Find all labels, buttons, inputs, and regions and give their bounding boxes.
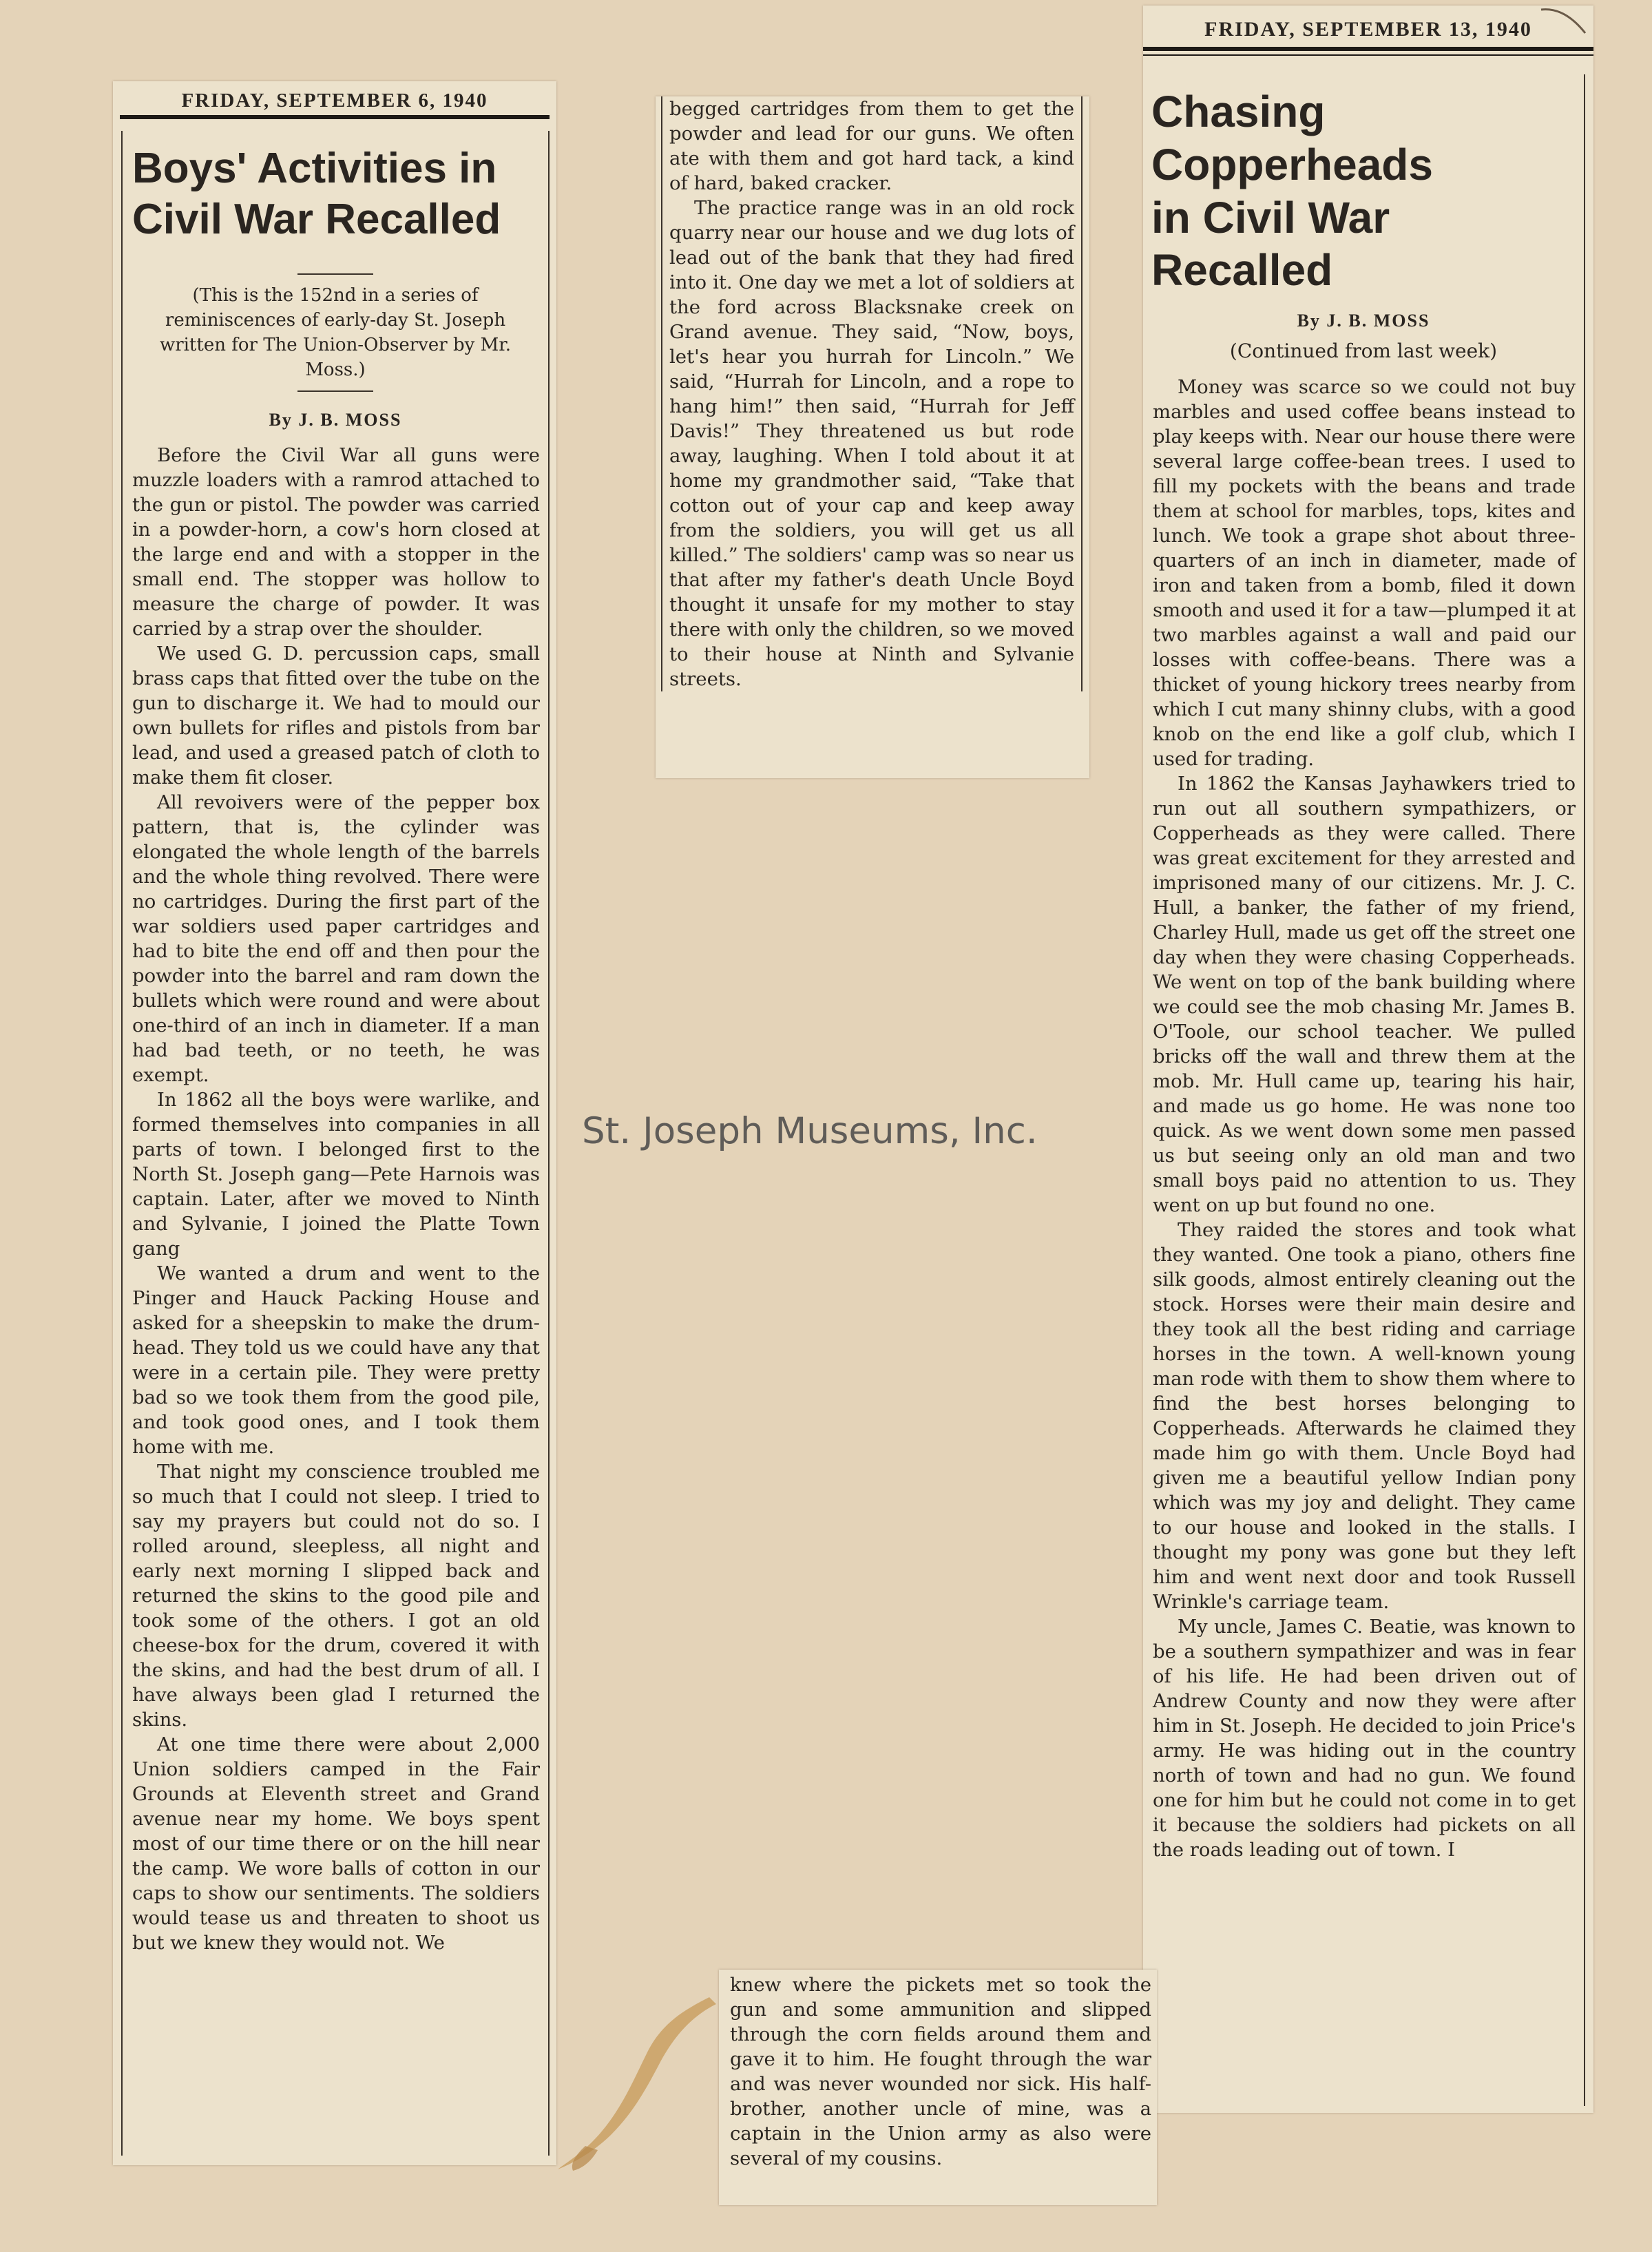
paragraph: In 1862 all the boys were warlike, and formed themselves into companies in all parts of town. I belonged first to the North St. Joseph gang—Pete Harnois was captain. Later, after we moved to Ninth and Sylvanie, I joined the Platte Town gang: [132, 1088, 540, 1260]
rule: [1143, 54, 1593, 56]
paragraph: The practice range was in an old rock quarry near our house and we dug lots of lead out of the bank that they had fired into it. One day we met a lot of soldiers at the ford across Blacksnake creek on Grand avenue. They said, “Now, boys, let's hear you hurrah for Lincoln.” We said, “Hurrah for Lincoln, and a rope to hang him!” then said, “Hurrah for Jeff Davis!” They threatened us but rode away, laughing. When I told about it at home my grandmother said, “Take that cotton out of your cap and keep away from the soldiers, you will get us all killed.” The soldiers' camp was so near us that after my father's death Uncle Boyd thought it unsafe for my mother to stay there with only the children, so we moved to their house at Ninth and Sylvanie streets.: [669, 197, 1074, 690]
dateline: FRIDAY, SEPTEMBER 6, 1940: [181, 90, 488, 112]
paragraph: Before the Civil War all guns were muzzle loaders with a ramrod attached to the gun or pistol. The powder was carried in a powder-horn, a cow's horn closed at the large end and with a stopper in the small end. The stopper was hollow to measure the charge of powder. It was carried by a strap over the shoulder.: [132, 444, 540, 640]
article-body: [1143, 375, 1584, 1862]
paragraph: They raided the stores and took what they wanted. One took a piano, others fine silk goods, almost entirely cleaning out the stock. Horses were their main desire and they took all the best riding and carriage horses in the town. A well-known young man rode with them to show them where to find the best horses belonging to Copperheads. Afterwards he claimed they made him go with them. Uncle Boyd had given me a beautiful yellow Indian pony which was my joy and delight. They came to our house and looked in the stalls. I thought my pony was gone but they left him and went next door and took Russell Wrinkle's carriage team.: [1153, 1219, 1576, 1614]
paragraph: In 1862 the Kansas Jayhawkers tried to run out all southern sympathizers, or Copperheads as they were called. There was great excitement for they arrested and imprisoned many of our citizens. Mr. J. C. Hull, a banker, the father of my friend, Charley Hull, made us get off the street one day when they were chasing Copperheads. We went on top of the bank building where we could see the mob chasing Mr. James B. O'Toole, our school teacher. We pulled bricks off the wall and threw them at the mob. Mr. Hull came up, tearing his hair, and made us go home. He was none too quick. As we went down some men passed us but seeing only an old man and two small boys paid no attention to us. They went on up but found no one.: [1153, 773, 1576, 1217]
clip-continuation: [656, 96, 1089, 778]
headline-line-1: Boys' Activities in: [132, 145, 497, 192]
continued-note: (Continued from last week): [1229, 340, 1498, 363]
headline: [123, 131, 548, 246]
paragraph: begged cartridges from them to get the powder and lead for our guns. We often ate with them and got hard tack, a kind of hard, baked cracker.: [669, 98, 1074, 194]
clip-bottom-continuation: [719, 1970, 1157, 2205]
paragraph: That night my conscience troubled me so much that I could not sleep. I tried to say my prayers but could not do so. I rolled around, sleepless, all night and early next morning I slipped back and returned the skins to the good pile and took some of the others. I got an old cheese-box for the drum, covered it with the skins, and had the best drum of all. I have always been glad I returned the skins.: [132, 1460, 540, 1731]
watermark: St. Joseph Museums, Inc.: [582, 1110, 1038, 1152]
headline-line-2: Civil War Recalled: [132, 196, 501, 244]
rule: [120, 115, 550, 119]
paragraph: At one time there were about 2,000 Union soldiers camped in the Fair Grounds at Eleventh street and Grand avenue near my home. We boys spent most of our time there or on the hill near the camp. We wore balls of cotton in our caps to show our sentiments. The soldiers would tease us and threaten to shoot us but we knew they would not. We: [132, 1733, 540, 1954]
byline: By J. B. MOSS: [1297, 311, 1430, 331]
headline-line-1: Chasing Copperheads: [1151, 87, 1433, 189]
headline-line-2: in Civil War Recalled: [1151, 192, 1390, 295]
article-body: [719, 1970, 1157, 2171]
rule: [1143, 47, 1593, 51]
byline: By J. B. MOSS: [269, 409, 402, 430]
paragraph: We used G. D. percussion caps, small brass caps that fitted over the tube on the gun to discharge it. We had to mould our own bullets for rifles and pistols from bar lead, and used a greased patch of cloth to make them fit closer.: [132, 642, 540, 789]
headline: [1143, 74, 1584, 297]
clip-chasing-copperheads: [1143, 6, 1593, 2113]
glue-stain: [544, 1983, 723, 2176]
intro-note: (This is the 152nd in a series of reminiscences of early-day St. Joseph written for The Union-Observer by Mr. Moss.): [159, 284, 512, 380]
article-body: [661, 96, 1083, 691]
paragraph: knew where the pickets met so took the gun and some ammunition and slipped through the corn fields around them and gave it to him. He fought through the war and was never wounded nor sick. His half-brother, another uncle of mine, was a captain in the Union army as also were several of my cousins.: [730, 1974, 1151, 2169]
paragraph: Money was scarce so we could not buy marbles and used coffee beans instead to play keeps with. Near our house there were several large coffee-bean trees. I used to fill my pockets with the beans and trade them at school for marbles, tops, kites and lunch. We took a grape shot about three-quarters of an inch in diameter, made of iron and taken from a bomb, filed it down smooth and used it for a taw—plumped it at two marbles against a wall and paid our losses with coffee-beans. There was a thicket of young hickory trees nearby from which I cut many shinny clubs, with a good knob on the end like a golf club, which I used for trading.: [1153, 376, 1576, 771]
paragraph: We wanted a drum and went to the Pinger and Hauck Packing House and asked for a sheepskin to make the drum-head. They told us we could have any that were in a certain pile. They were pretty bad so we took them from the good pile, and took good ones, and I took them home with me.: [132, 1262, 540, 1458]
dateline: FRIDAY, SEPTEMBER 13, 1940: [1204, 18, 1532, 41]
corner-fold-icon: [1537, 6, 1591, 39]
article-frame: [121, 131, 550, 2156]
article-body: [123, 443, 548, 1955]
divider: [297, 273, 373, 275]
clip-boys-activities: [113, 81, 556, 2165]
paragraph: All revoivers were of the pepper box pattern, that is, the cylinder was elongated the whole length of the barrels and the whole thing revolved. There were no cartridges. During the first part of the war soldiers used paper cartridges and had to bite the end off and then pour the powder into the barrel and ram down the bullets which were round and were about one-third of an inch in diameter. If a man had bad teeth, or no teeth, he was exempt.: [132, 791, 540, 1086]
paragraph: My uncle, James C. Beatie, was known to be a southern sympathizer and was in fear of his life. He had been driven out of Andrew County and now they were after him in St. Joseph. He decided to join Price's army. He was hiding out in the country north of town and had no gun. We found one for him but he could not come in to get it because the soldiers had pickets on all the roads leading out of town. I: [1153, 1616, 1576, 1862]
divider: [297, 390, 373, 392]
article-frame: [1143, 74, 1585, 2106]
